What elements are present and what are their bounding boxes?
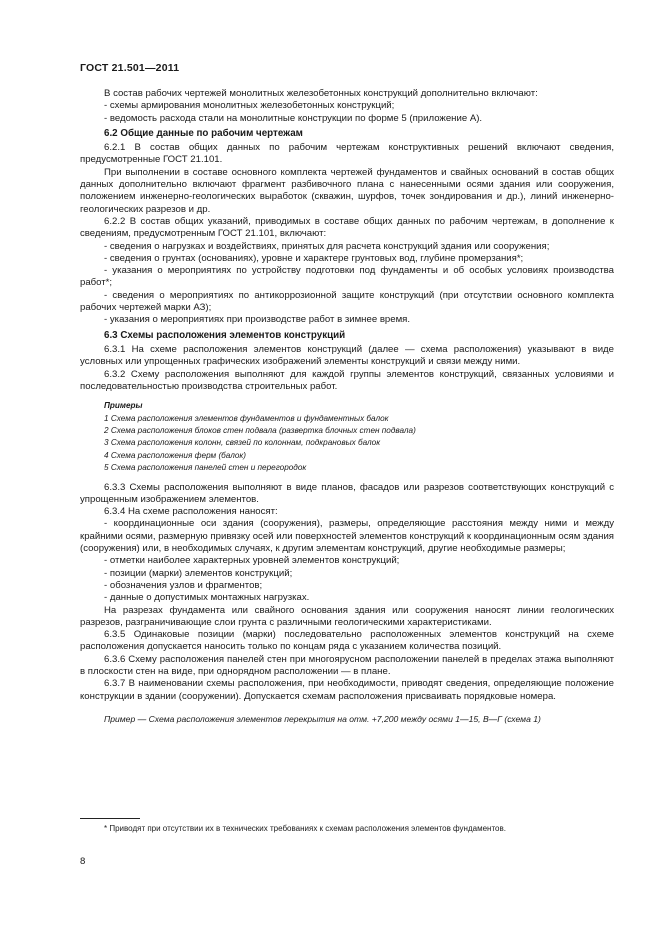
example-item: 4 Схема расположения ферм (балок) (104, 450, 247, 460)
paragraph: На разрезах фундамента или свайного основания здания или сооружения наносят линии геологических разрезов, разграничивающие слои грунта с различными геологическими характеристиками. (80, 604, 614, 628)
list-item: - сведения о мероприятиях по антикоррозионной защите конструкций (при отсутствии основного комплекта рабочих чертежей марки АЗ); (80, 289, 614, 314)
list-item: - обозначения узлов и фрагментов; (104, 579, 263, 591)
list-item: - отметки наиболее характерных уровней элементов конструкций; (104, 555, 400, 567)
list-item: - данные о допустимых монтажных нагрузках. (104, 592, 310, 604)
example-item: 2 Схема расположения блоков стен подвала (развертка блочных стен подвала) (104, 425, 416, 435)
document-page (80, 62, 614, 734)
paragraph-6-3-6: 6.3.6 Схему расположения панелей стен при многоярусном расположении панелей в пределах этажа выполняют в плоскости стен на виде, при однорядном расположении — в плане. (80, 653, 614, 678)
paragraph-6-3-4: 6.3.4 На схеме расположения наносят: (104, 506, 278, 518)
paragraph-6-2-1: 6.2.1 В состав общих данных по рабочим чертежам конструктивных решений включают сведения, предусмотренные ГОСТ 21.101. (80, 142, 614, 166)
examples-block (104, 400, 614, 474)
list-item: - указания о мероприятиях по устройству подготовки под фундаменты и об особых условиях производства работ*; (80, 265, 614, 289)
paragraph-6-2-2: 6.2.2 В состав общих указаний, приводимых в составе общих данных по рабочим чертежам, в дополнение к сведениям, предусмотренным ГОСТ 21.101, включают: (80, 215, 614, 240)
intro-lead: В состав рабочих чертежей монолитных железобетонных конструкций дополнительно включают: (104, 88, 538, 99)
examples-title: Примеры (104, 401, 143, 411)
intro-item: - ведомость расхода стали на монолитные конструкции по форме 5 (приложение А). (104, 112, 483, 124)
paragraph-6-3-5: 6.3.5 Одинаковые позиции (марки) последовательно расположенных элементов конструкций на схеме расположения допускается наносить только по концам ряда с указанием количества позиций. (80, 629, 614, 653)
example-note: Пример — Схема расположения элементов перекрытия на отм. +7,200 между осями 1—15, В—Г (схема 1) (104, 713, 541, 724)
list-item: - указания о мероприятиях при производстве работ в зимнее время. (104, 314, 411, 326)
paragraph-6-3-1: 6.3.1 На схеме расположения элементов конструкций (далее — схема расположения) указывают в виде условных или упрощенных графических изображений элементы конструкций и связи между ними. (80, 343, 614, 368)
paragraph: При выполнении в составе основного комплекта чертежей фундаментов и свайных оснований в состав общих данных дополнительно включают фрагмент разбивочного плана с нанесенными осями здания или сооружения, положением инженерно-геологических выработок (скважин, шурфов, точек зондирования и др.), линий инженерно-геологических разрезов и др. (80, 166, 614, 215)
list-item: - сведения о грунтах (основаниях), уровне и характере грунтовых вод, глубине промерзания*; (104, 252, 524, 264)
example-item: 1 Схема расположения элементов фундаментов и фундаментных балок (104, 413, 389, 423)
example-item: 3 Схема расположения колонн, связей по колоннам, подкрановых балок (104, 438, 381, 448)
intro-item: - схемы армирования монолитных железобетонных конструкций; (104, 100, 395, 112)
standard-header: ГОСТ 21.501—2011 (80, 62, 180, 74)
list-item: - сведения о нагрузках и воздействиях, принятых для расчета конструкций здания или сооружения; (104, 240, 550, 252)
list-item: - позиции (марки) элементов конструкций; (104, 567, 293, 579)
paragraph-6-3-7: 6.3.7 В наименовании схемы расположения, при необходимости, приводят сведения, определяющие положение конструкции в здании (сооружении). Допускается схемам расположения присваивать порядковые номера. (80, 678, 614, 702)
section-heading-6-2: 6.2 Общие данные по рабочим чертежам (104, 127, 303, 139)
list-item: - координационные оси здания (сооружения), размеры, определяющие расстояния между ними и между крайними осями, размерную привязку осей или поверхностей элементов конструкций к координационным осям здания (сооружения) или, в необходимых случаях, к другим элементам конструкций, другие необходимые размеры; (80, 518, 614, 555)
page-number: 8 (80, 856, 86, 867)
paragraph-6-3-2: 6.3.2 Схему расположения выполняют для каждой группы элементов конструкций, связанных условиями и последовательностью производства строительных работ. (80, 368, 614, 392)
example-item: 5 Схема расположения панелей стен и перегородок (104, 463, 307, 473)
footnote-divider (80, 818, 140, 819)
body-text (80, 88, 614, 725)
footnote: * Приводят при отсутствии их в технических требованиях к схемам расположения элементов фундаментов. (104, 824, 506, 833)
paragraph-6-3-3: 6.3.3 Схемы расположения выполняют в виде планов, фасадов или разрезов соответствующих конструкций с упрощенным изображением элементов. (80, 481, 614, 505)
section-heading-6-3: 6.3 Схемы расположения элементов конструкций (104, 329, 346, 341)
